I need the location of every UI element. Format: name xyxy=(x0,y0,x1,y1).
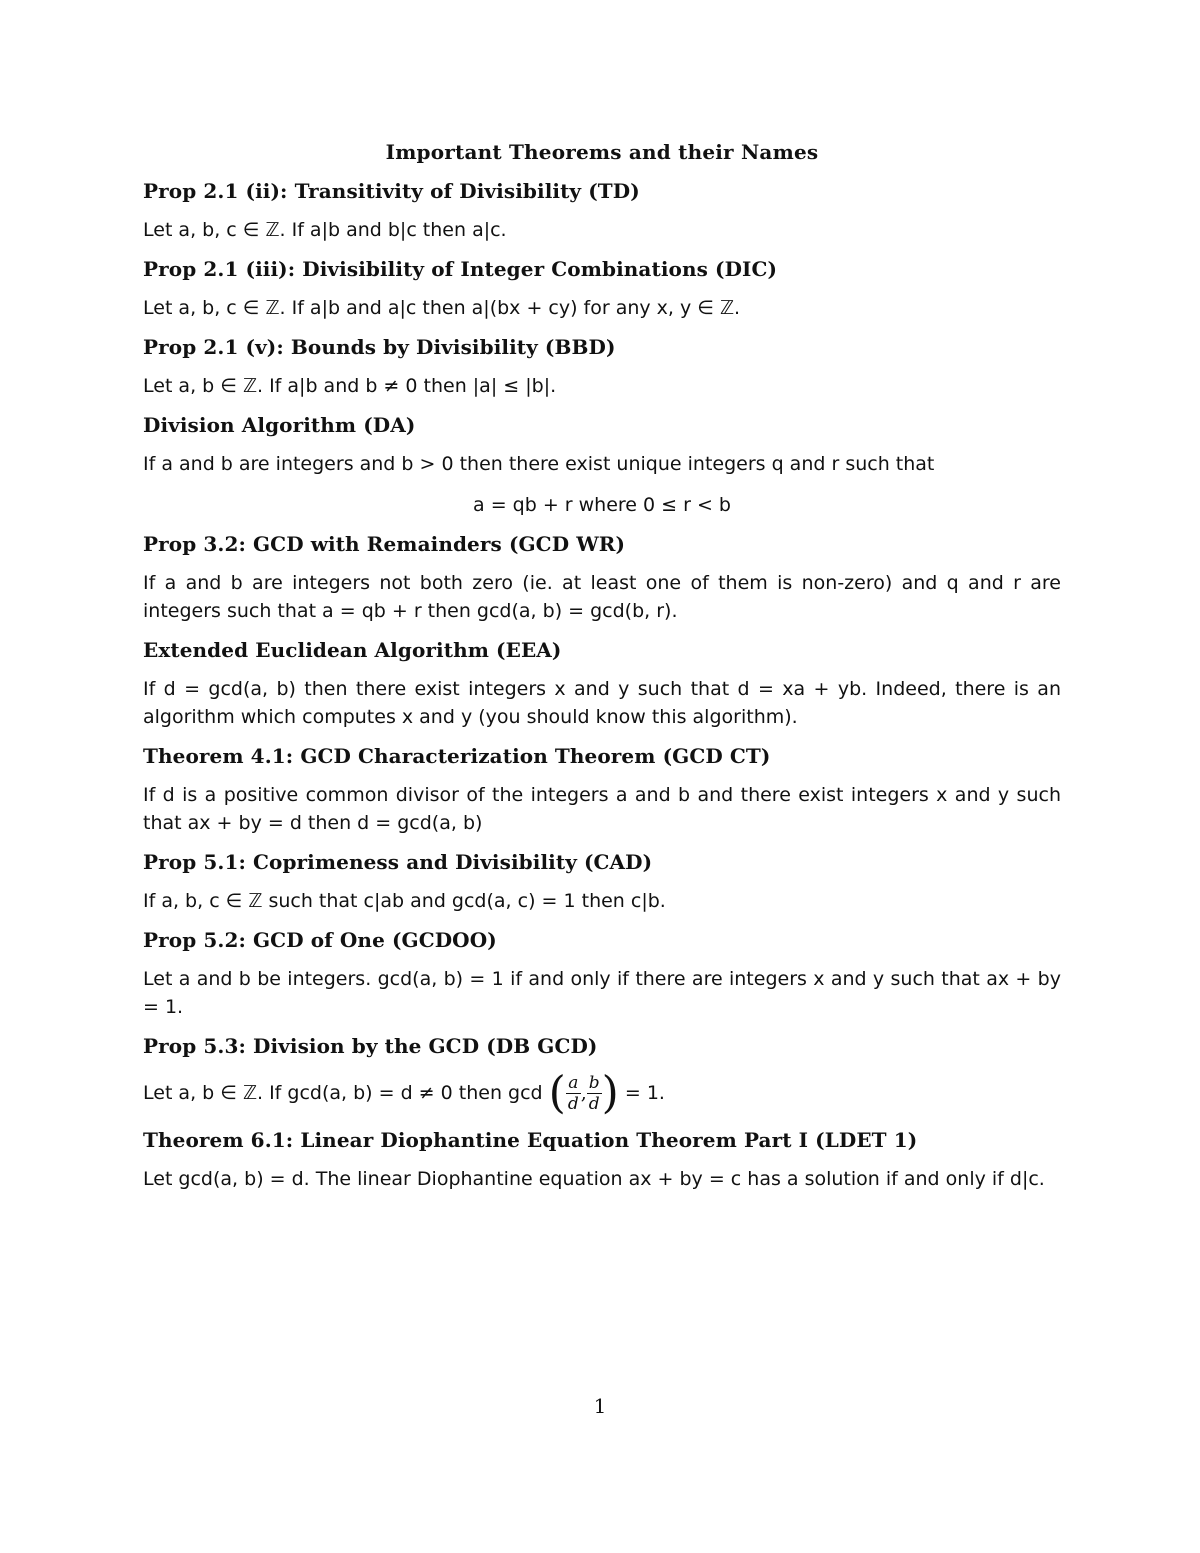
theorem-heading-ldet: Theorem 6.1: Linear Diophantine Equation Theorem Part I (LDET 1) xyxy=(143,1128,918,1152)
display-equation-da: a = qb + r where 0 ≤ r < b xyxy=(473,494,731,516)
theorem-heading-gcdoo: Prop 5.2: GCD of One (GCDOO) xyxy=(143,928,497,952)
theorem-statement-gcd-ct: If d is a positive common divisor of the integers a and b and there exist integers x and y such that ax + by = d then d = gcd(a, b) xyxy=(143,784,1061,834)
comma-separator: , xyxy=(580,1082,587,1104)
page-number: 1 xyxy=(593,1394,607,1418)
theorem-statement-db-gcd xyxy=(143,1067,1061,1119)
theorem-heading-td: Prop 2.1 (ii): Transitivity of Divisibility (TD) xyxy=(143,179,640,203)
theorem-heading-cad: Prop 5.1: Coprimeness and Divisibility (CAD) xyxy=(143,850,653,874)
theorem-statement-cad: If a, b, c ∈ ℤ such that c|ab and gcd(a, c) = 1 then c|b. xyxy=(143,890,666,912)
fraction-denominator: d xyxy=(567,1094,579,1114)
theorem-statement-gcd-wr: If a and b are integers not both zero (ie. at least one of them is non-zero) and q and r are integers such that a = qb + r then gcd(a, b) = gcd(b, r). xyxy=(143,572,1061,622)
theorem-heading-db-gcd: Prop 5.3: Division by the GCD (DB GCD) xyxy=(143,1034,598,1058)
fraction-b-over-d xyxy=(587,1073,602,1114)
fraction-numerator: a xyxy=(566,1073,581,1094)
left-paren: ( xyxy=(548,1067,566,1119)
theorem-heading-da: Division Algorithm (DA) xyxy=(143,413,416,437)
theorem-heading-eea: Extended Euclidean Algorithm (EEA) xyxy=(143,638,562,662)
right-paren: ) xyxy=(601,1067,619,1119)
page-title: Important Theorems and their Names xyxy=(385,140,819,164)
theorem-heading-bbd: Prop 2.1 (v): Bounds by Divisibility (BBD) xyxy=(143,335,616,359)
theorem-statement-da: If a and b are integers and b > 0 then there exist unique integers q and r such that xyxy=(143,453,935,475)
fraction-numerator: b xyxy=(588,1073,600,1093)
theorem-statement-dic: Let a, b, c ∈ ℤ. If a|b and a|c then a|(bx + cy) for any x, y ∈ ℤ. xyxy=(143,297,741,319)
theorem-statement-eea: If d = gcd(a, b) then there exist integers x and y such that d = xa + yb. Indeed, there is an algorithm which computes x and y (you should know this algorithm). xyxy=(143,678,1061,728)
theorem-statement-gcdoo: Let a and b be integers. gcd(a, b) = 1 if and only if there are integers x and y such that ax + by = 1. xyxy=(143,968,1061,1018)
theorem-statement-ldet: Let gcd(a, b) = d. The linear Diophantine equation ax + by = c has a solution if and only if d|c. xyxy=(143,1168,1045,1190)
statement-suffix: = 1. xyxy=(624,1082,665,1104)
theorem-heading-gcd-wr: Prop 3.2: GCD with Remainders (GCD WR) xyxy=(143,532,626,556)
theorem-statement-bbd: Let a, b ∈ ℤ. If a|b and b ≠ 0 then |a| ≤ |b|. xyxy=(143,375,557,397)
theorem-statement-td: Let a, b, c ∈ ℤ. If a|b and b|c then a|c. xyxy=(143,219,507,241)
fraction-denominator: d xyxy=(588,1094,600,1114)
document-page xyxy=(143,140,1061,1206)
fraction-a-over-d xyxy=(566,1073,581,1114)
statement-prefix: Let a, b ∈ ℤ. If gcd(a, b) = d ≠ 0 then gcd xyxy=(143,1082,543,1104)
theorem-heading-dic: Prop 2.1 (iii): Divisibility of Integer Combinations (DIC) xyxy=(143,257,778,281)
theorem-heading-gcd-ct: Theorem 4.1: GCD Characterization Theorem (GCD CT) xyxy=(143,744,771,768)
